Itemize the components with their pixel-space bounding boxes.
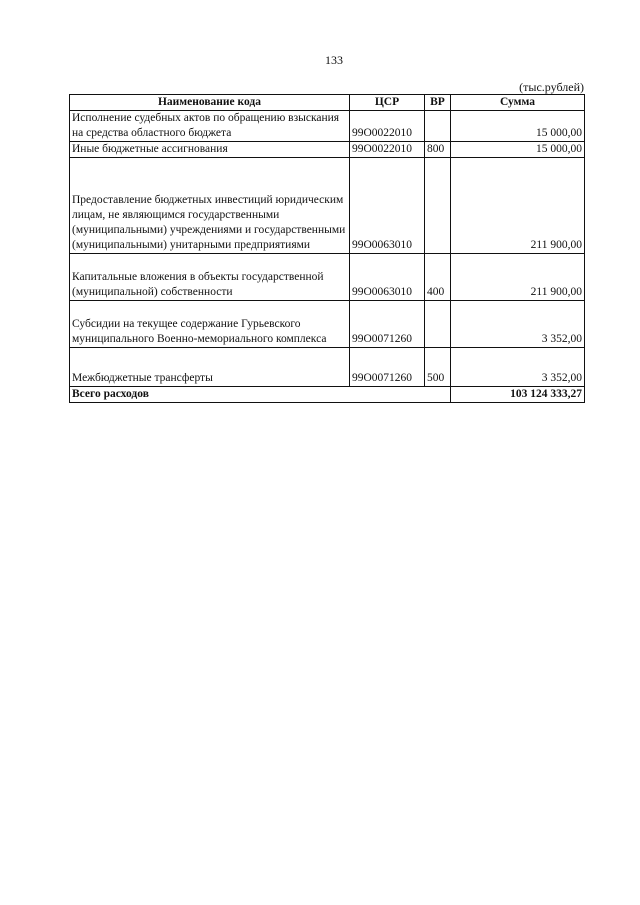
- header-sum: Сумма: [451, 95, 585, 111]
- table-row: [70, 142, 585, 158]
- table-row: [70, 348, 585, 387]
- row-name: Межбюджетные трансферты: [70, 348, 350, 387]
- row-name: Капитальные вложения в объекты государственной (муниципальной) собственности: [70, 254, 350, 301]
- row-vr: 500: [425, 348, 451, 387]
- table-row: [70, 254, 585, 301]
- header-name: Наименование кода: [70, 95, 350, 111]
- row-vr: 400: [425, 254, 451, 301]
- budget-table: [69, 94, 585, 403]
- row-vr: [425, 111, 451, 142]
- total-sum: 103 124 333,27: [451, 387, 585, 403]
- row-vr: [425, 158, 451, 254]
- row-csr: 99О0071260: [350, 348, 425, 387]
- row-sum: 211 900,00: [451, 254, 585, 301]
- row-sum: 3 352,00: [451, 301, 585, 348]
- row-csr: 99О0022010: [350, 111, 425, 142]
- units-label: (тыс.рублей): [519, 80, 584, 94]
- table-row: [70, 111, 585, 142]
- row-name: Субсидии на текущее содержание Гурьевского муниципального Военно-мемориального комплекса: [70, 301, 350, 348]
- header-csr: ЦСР: [350, 95, 425, 111]
- row-name: Предоставление бюджетных инвестиций юридическим лицам, не являющимся государственными (муниципальными) учреждениями и государственными (муниципальными) унитарными предприятиями: [70, 158, 350, 254]
- table-header: [70, 95, 585, 111]
- total-label: Всего расходов: [70, 387, 451, 403]
- row-name: Иные бюджетные ассигнования: [70, 142, 350, 158]
- row-sum: 3 352,00: [451, 348, 585, 387]
- row-csr: 99О0063010: [350, 158, 425, 254]
- table-row: [70, 158, 585, 254]
- total-row: [70, 387, 585, 403]
- row-sum: 15 000,00: [451, 142, 585, 158]
- header-vr: ВР: [425, 95, 451, 111]
- row-csr: 99О0022010: [350, 142, 425, 158]
- row-vr: 800: [425, 142, 451, 158]
- row-sum: 211 900,00: [451, 158, 585, 254]
- row-name: Исполнение судебных актов по обращению взыскания на средства областного бюджета: [70, 111, 350, 142]
- row-vr: [425, 301, 451, 348]
- row-csr: 99О0071260: [350, 301, 425, 348]
- page-number: 133: [325, 53, 343, 67]
- row-csr: 99О0063010: [350, 254, 425, 301]
- table-row: [70, 301, 585, 348]
- row-sum: 15 000,00: [451, 111, 585, 142]
